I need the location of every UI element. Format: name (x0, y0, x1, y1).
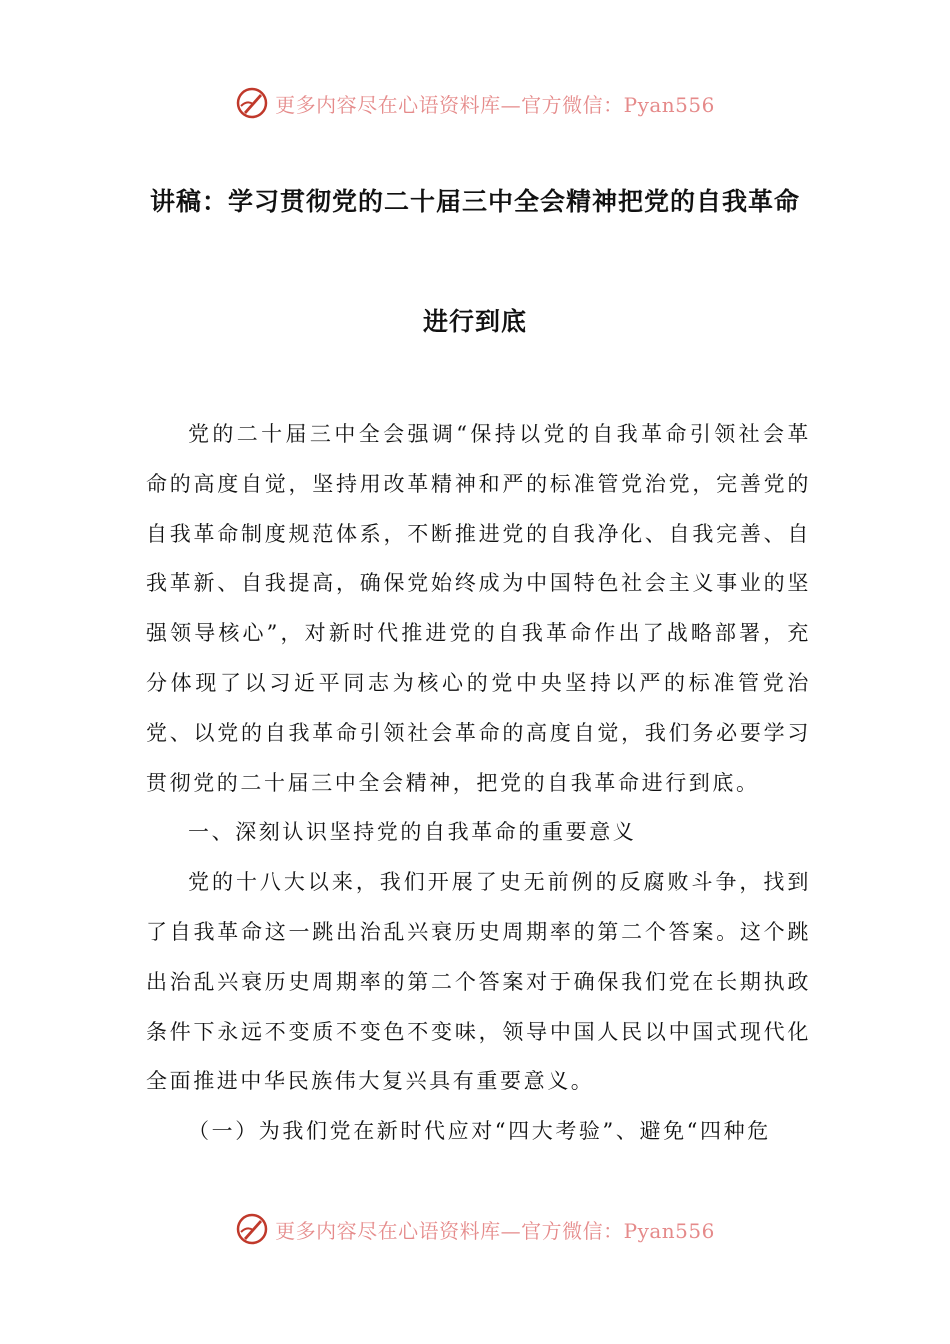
watermark-banner-top (0, 78, 950, 128)
watermark-banner-bottom (0, 1204, 950, 1254)
quill-logo-icon (235, 1212, 269, 1246)
document-body (146, 410, 811, 1157)
watermark-text-top: 更多内容尽在心语资料库—官方微信：Pyan556 (275, 92, 715, 117)
paragraph-section-1: 党的十八大以来，我们开展了史无前例的反腐败斗争，找到了自我革命这一跳出治乱兴衰历史周期率的第二个答案。这个跳出治乱兴衰历史周期率的第二个答案对于确保我们党在长期执政条件下永远不变质不变色不变味，领导中国人民以中国式现代化全面推进中华民族伟大复兴具有重要意义。 (146, 870, 811, 1094)
quill-logo-icon (235, 86, 269, 120)
subsection-heading-1: （一）为我们党在新时代应对“四大考验”、避免“四种危 (188, 1119, 771, 1144)
paragraph-intro: 党的二十届三中全会强调“保持以党的自我革命引领社会革命的高度自觉，坚持用改革精神和严的标准管党治党，完善党的自我革命制度规范体系，不断推进党的自我净化、自我完善、自我革新、自我提高，确保党始终成为中国特色社会主义事业的坚强领导核心”，对新时代推进党的自我革命作出了战略部署，充分体现了以习近平同志为核心的党中央坚持以严的标准管党治党、以党的自我革命引领社会革命的高度自觉，我们务必要学习贯彻党的二十届三中全会精神，把党的自我革命进行到底。 (146, 422, 811, 795)
document-title-line2: 进行到底 (422, 307, 527, 336)
watermark-text-bottom: 更多内容尽在心语资料库—官方微信：Pyan556 (275, 1218, 715, 1243)
document-title-line1: 讲稿：学习贯彻党的二十届三中全会精神把党的自我革命 (149, 187, 800, 216)
section-heading-1: 一、深刻认识坚持党的自我革命的重要意义 (188, 820, 637, 845)
